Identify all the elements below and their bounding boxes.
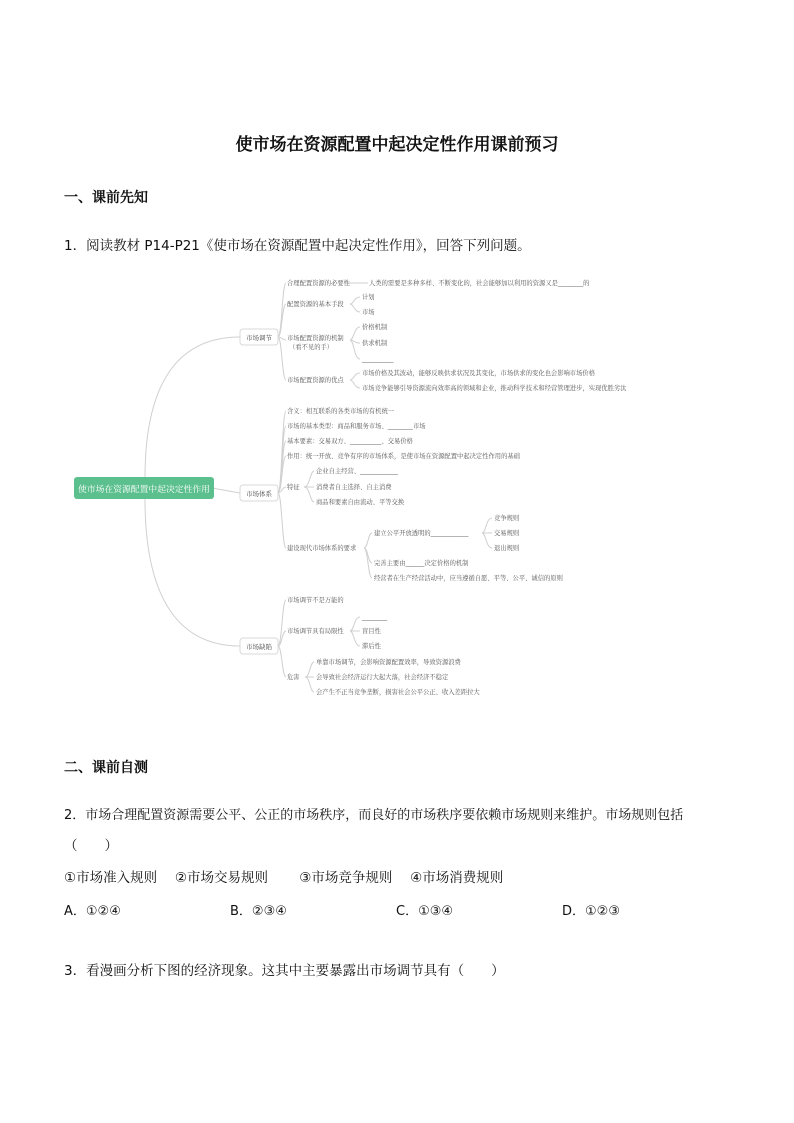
page-title: 使市场在资源配置中起决定性作用课前预习 <box>235 135 559 155</box>
node-b2-6b: 完善主要由______决定价格的机制 <box>374 560 469 567</box>
option-c: C．①③④ <box>396 904 454 919</box>
node-b3-3: 危害 <box>287 674 300 681</box>
question-2-items: ①市场准入规则 ②市场交易规则 ③市场竞争规则 ④市场消费规则 <box>64 870 504 886</box>
question-2-line1: 2．市场合理配置资源需要公平、公正的市场秩序，而良好的市场秩序要依赖市场规则来维护。市场规则包括 <box>64 808 684 823</box>
option-a: A．①②④ <box>64 904 121 919</box>
branch-market-defects: 市场缺陷 <box>246 643 272 651</box>
node-b2-1: 含义：相互联系的各类市场的有机统一 <box>287 408 395 415</box>
node-b3-2b: 盲目性 <box>362 628 381 635</box>
node-b1-3b: 供求机制 <box>362 340 388 347</box>
branch-market-regulation: 市场调节 <box>246 334 272 342</box>
section-heading-selftest: 二、课前自测 <box>64 760 148 776</box>
node-b2-3: 基本要素：交易双方、__________、交易价格 <box>287 438 413 445</box>
node-b1-2b: 市场 <box>362 309 375 316</box>
node-b3-3c: 会产生不正当竞争垄断，损害社会公平公正、收入差距拉大 <box>316 689 480 696</box>
node-b2-6a3: 退出规则 <box>494 545 520 552</box>
node-b1-3a: 价格机制 <box>362 324 388 331</box>
option-b: B．②③④ <box>230 904 287 919</box>
node-b1-1: 合理配置资源的必要性 <box>287 280 350 287</box>
node-b1-3c: __________ <box>362 356 394 363</box>
node-b2-5c: 商品和要素自由流动、平等交换 <box>316 499 405 506</box>
node-b2-6a: 建立公平开放透明的____________ <box>374 530 469 537</box>
node-b3-2: 市场调节具有局限性 <box>287 628 344 635</box>
node-b2-4: 作用：统一开放、竞争有序的市场体系，是使市场在资源配置中起决定性作用的基础 <box>287 453 520 460</box>
node-b1-1a: 人类的需要是多种多样、不断变化的，社会能够加以利用的资源又是________的 <box>369 280 590 287</box>
option-d: D．①②③ <box>562 904 620 919</box>
question-2-line2: （ ） <box>64 838 118 854</box>
node-b1-2: 配置资源的基本手段 <box>287 301 344 308</box>
node-b3-3b: 会导致社会经济运行大起大落，社会经济不稳定 <box>316 674 449 681</box>
node-b2-2: 市场的基本类型：商品和服务市场、________市场 <box>287 423 426 430</box>
question-3: 3．看漫画分析下图的经济现象。这其中主要暴露出市场调节具有（ ） <box>64 963 505 979</box>
node-b2-5b: 消费者自主选择、自主消费 <box>316 484 392 491</box>
section-heading-preview: 一、课前先知 <box>64 190 148 206</box>
node-b2-6: 建设现代市场体系的要求 <box>287 545 357 552</box>
node-b3-3a: 单靠市场调节，会影响资源配置效率，导致资源浪费 <box>316 659 461 666</box>
node-b1-2a: 计划 <box>362 294 375 301</box>
node-b2-6a2: 交易规则 <box>494 530 520 537</box>
mindmap-root: 使市场在资源配置中起决定性作用 <box>78 485 210 495</box>
node-b1-3-note: （看不见的手） <box>289 344 334 351</box>
node-b1-4a: 市场价格及其波动，能够反映供求状况及其变化，市场供求的变化也会影响市场价格 <box>362 370 595 377</box>
question-1: 1．阅读教材 P14-P21《使市场在资源配置中起决定性作用》，回答下列问题。 <box>64 238 531 254</box>
node-b2-6a1: 竞争规则 <box>494 515 520 522</box>
node-b1-3: 市场配置资源的机制 <box>287 335 344 342</box>
node-b2-5a: 企业自主经营、____________ <box>316 468 398 475</box>
node-b2-6c: 经营者在生产经营活动中，应当遵循自愿、平等、公平、诚信的原则 <box>374 575 563 582</box>
branch-market-system: 市场体系 <box>246 490 272 498</box>
node-b2-5: 特征 <box>287 484 300 491</box>
node-b3-2c: 滞后性 <box>362 643 381 650</box>
node-b3-1: 市场调节不是万能的 <box>287 597 344 604</box>
node-b1-4: 市场配置资源的优点 <box>287 377 344 384</box>
node-b3-2a: ________ <box>362 614 388 621</box>
node-b1-4b: 市场竞争能够引导资源流向效率高的领域和企业，推动科学技术和经营管理进步，实现优胜劣汰 <box>362 385 627 392</box>
